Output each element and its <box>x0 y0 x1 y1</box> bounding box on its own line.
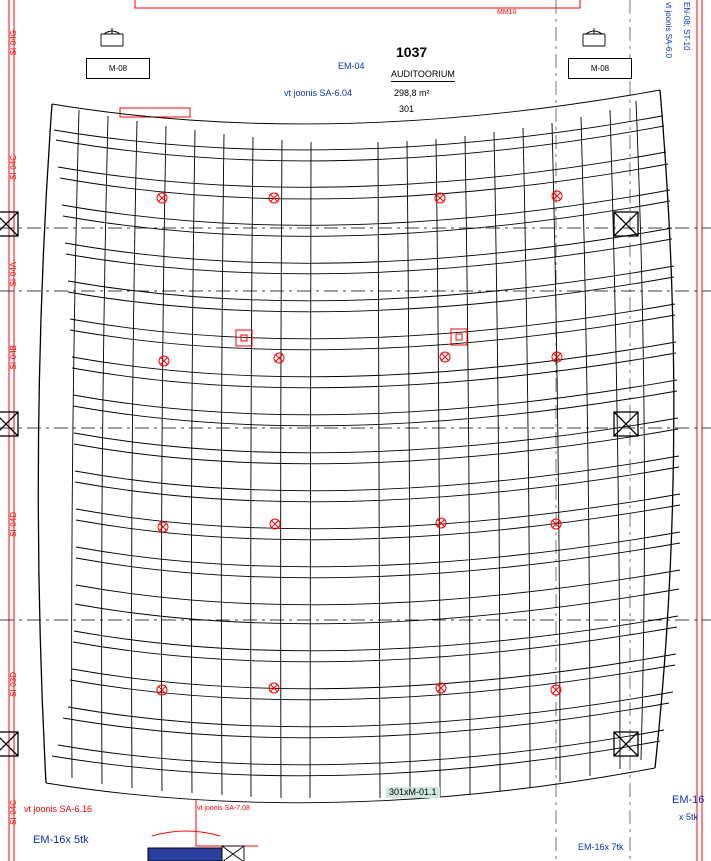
room-code: 301 <box>399 104 415 114</box>
label-em04: EM-04 <box>338 61 365 71</box>
side-label-si04a: SI-04A <box>9 262 18 287</box>
bottom-em16-right-1: EM-16 <box>672 794 705 806</box>
bottom-center-tag: 301xM-01.1 <box>386 787 440 798</box>
side-label-si04d: SI-04D <box>9 512 18 537</box>
label-mm10: MM10 <box>497 9 517 16</box>
bottom-em16-right-2: x 5tk <box>679 812 699 822</box>
side-label-si04b: SI-04B <box>9 345 18 370</box>
side-label-sa60: vt joonis SA-6.0 <box>664 2 673 59</box>
side-label-si04c-2: SI-04C <box>9 800 18 825</box>
room-number: 1037 <box>396 44 428 60</box>
bottom-ref-616: vt joonis SA-6.16 <box>24 804 93 814</box>
bottom-ref-708: vt joonis SA-7.08 <box>197 805 250 812</box>
bottom-em16-bottom-right: EM-16x 7tk <box>578 842 624 852</box>
side-label-si04g: SI-04G <box>9 30 18 56</box>
equipment-box-label: M-08 <box>590 64 610 73</box>
room-name: AUDITOORIUM <box>391 70 455 82</box>
side-label-en08-st10: EN-08; ST-10 <box>682 2 691 51</box>
equipment-box-label: M-08 <box>108 64 128 73</box>
side-label-si04c-1: SI-04C <box>9 155 18 180</box>
bottom-em16-left: EM-16x 5tk <box>33 834 89 846</box>
equipment-box-m08-right[interactable] <box>568 58 632 79</box>
room-area: 298,8 m² <box>394 88 430 98</box>
equipment-box-m08-left[interactable] <box>86 58 150 79</box>
side-label-si03d: SI-03D <box>9 672 18 697</box>
room-reference: vt joonis SA-6.04 <box>284 88 353 98</box>
